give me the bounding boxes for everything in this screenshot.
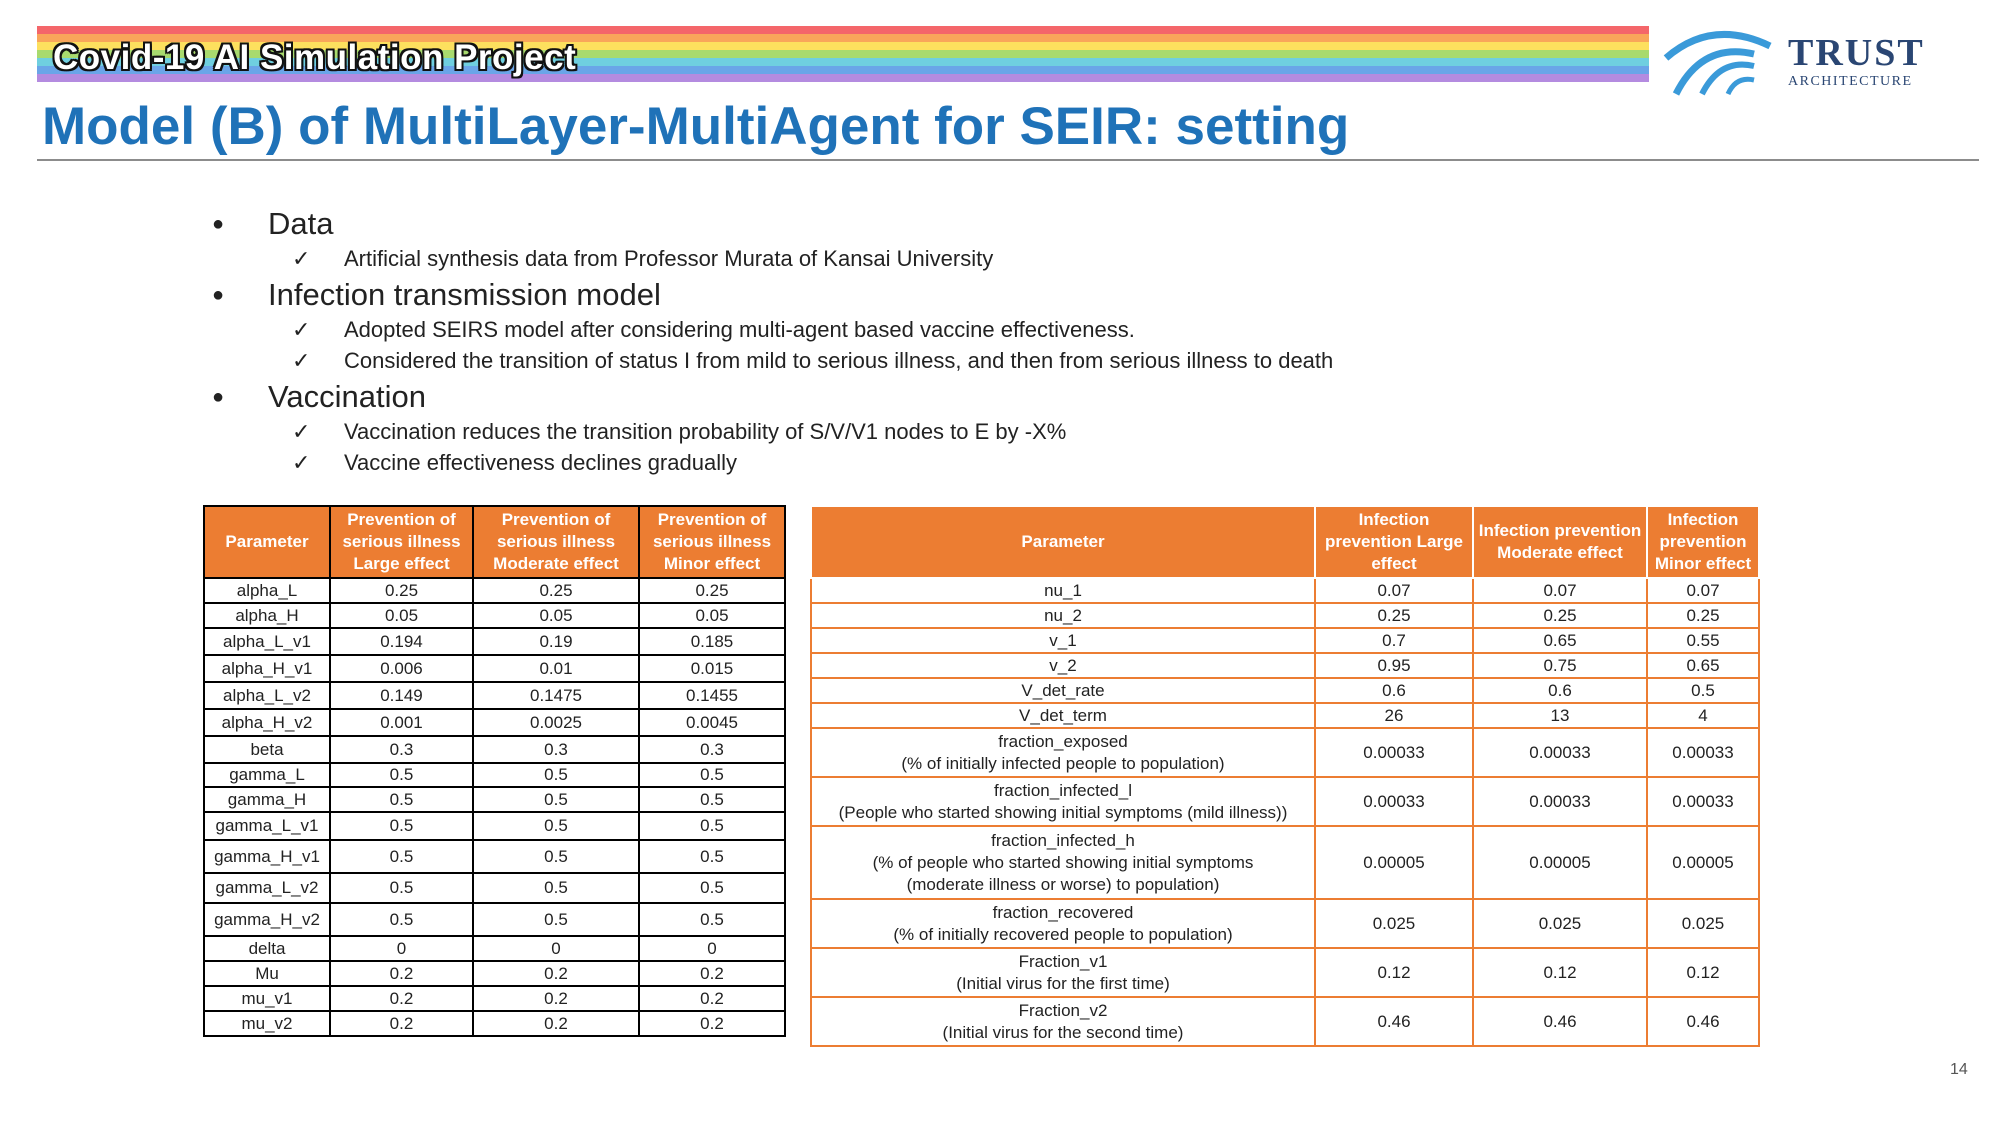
table-row bbox=[811, 603, 1759, 628]
bullet-heading bbox=[212, 378, 1333, 416]
value-cell: 0.95 bbox=[1315, 653, 1473, 678]
value-cell: 0.5 bbox=[330, 812, 473, 840]
value-cell: 0.00005 bbox=[1647, 826, 1759, 899]
value-cell: 0.25 bbox=[1315, 603, 1473, 628]
bullet-subitem-text: Vaccine effectiveness declines gradually bbox=[344, 450, 737, 475]
table-row bbox=[204, 936, 785, 961]
bullet-heading-text: Vaccination bbox=[268, 379, 426, 414]
table-row bbox=[204, 709, 785, 736]
table-row bbox=[204, 628, 785, 655]
value-cell: 0.00033 bbox=[1473, 728, 1647, 777]
value-cell: 0.025 bbox=[1647, 899, 1759, 948]
value-cell: 0.2 bbox=[330, 1011, 473, 1036]
bullet-list bbox=[212, 203, 1333, 478]
table-row bbox=[204, 840, 785, 873]
table-row bbox=[811, 578, 1759, 603]
value-cell: 0.149 bbox=[330, 682, 473, 709]
checkmark-icon: ✓ bbox=[292, 246, 311, 271]
value-cell: 4 bbox=[1647, 703, 1759, 728]
value-cell: 0 bbox=[473, 936, 639, 961]
table-row bbox=[811, 777, 1759, 826]
table-row bbox=[204, 787, 785, 812]
table-row bbox=[204, 1011, 785, 1036]
bullet-heading bbox=[212, 205, 1333, 243]
table-row bbox=[811, 899, 1759, 948]
value-cell: 0.5 bbox=[639, 873, 785, 903]
table-header-row bbox=[204, 506, 785, 578]
value-cell: 0.3 bbox=[473, 736, 639, 763]
table-row bbox=[204, 961, 785, 986]
bullet-heading bbox=[212, 276, 1333, 314]
value-cell: 0.01 bbox=[473, 655, 639, 682]
parameter-name-cell: v_1 bbox=[811, 628, 1315, 653]
table-row bbox=[204, 873, 785, 903]
table-row bbox=[204, 812, 785, 840]
value-cell: 0.2 bbox=[639, 1011, 785, 1036]
checkmark-icon: ✓ bbox=[292, 317, 311, 342]
parameter-name-cell: fraction_infected_h (% of people who started showing initial symptoms (moderate illness or worse) to population) bbox=[811, 826, 1315, 899]
value-cell: 0.5 bbox=[639, 840, 785, 873]
parameter-name-cell: fraction_infected_l (People who started showing initial symptoms (mild illness)) bbox=[811, 777, 1315, 826]
parameter-name-cell: gamma_H_v1 bbox=[204, 840, 330, 873]
value-cell: 0.00005 bbox=[1315, 826, 1473, 899]
logo-sub-text: ARCHITECTURE bbox=[1788, 74, 1913, 89]
stripe bbox=[37, 26, 1649, 34]
value-cell: 0.2 bbox=[473, 1011, 639, 1036]
value-cell: 0.1455 bbox=[639, 682, 785, 709]
checkmark-icon: ✓ bbox=[292, 348, 311, 373]
checkmark-icon: ✓ bbox=[292, 450, 311, 475]
value-cell: 0.5 bbox=[473, 787, 639, 812]
column-header: Parameter bbox=[811, 506, 1315, 578]
parameter-name-cell: alpha_H_v2 bbox=[204, 709, 330, 736]
value-cell: 0.5 bbox=[639, 812, 785, 840]
column-header: Infection prevention Minor effect bbox=[1647, 506, 1759, 578]
parameter-name-cell: gamma_L_v2 bbox=[204, 873, 330, 903]
parameter-name-cell: Mu bbox=[204, 961, 330, 986]
value-cell: 0.5 bbox=[473, 903, 639, 936]
parameter-name-cell: nu_1 bbox=[811, 578, 1315, 603]
parameter-name-cell: fraction_exposed (% of initially infected people to population) bbox=[811, 728, 1315, 777]
value-cell: 0.5 bbox=[473, 873, 639, 903]
value-cell: 0.07 bbox=[1315, 578, 1473, 603]
parameter-name-cell: alpha_H_v1 bbox=[204, 655, 330, 682]
value-cell: 0.25 bbox=[639, 578, 785, 603]
table-row bbox=[811, 997, 1759, 1046]
parameter-name-cell: alpha_L_v1 bbox=[204, 628, 330, 655]
parameter-name-cell: alpha_H bbox=[204, 603, 330, 628]
value-cell: 0.07 bbox=[1647, 578, 1759, 603]
column-header: Infection prevention Moderate effect bbox=[1473, 506, 1647, 578]
table-row bbox=[811, 948, 1759, 997]
parameter-name-cell: beta bbox=[204, 736, 330, 763]
value-cell: 0.46 bbox=[1315, 997, 1473, 1046]
table-row bbox=[811, 826, 1759, 899]
value-cell: 0.00033 bbox=[1647, 777, 1759, 826]
table-row bbox=[811, 703, 1759, 728]
value-cell: 0.015 bbox=[639, 655, 785, 682]
parameter-name-cell: gamma_H_v2 bbox=[204, 903, 330, 936]
value-cell: 0.3 bbox=[639, 736, 785, 763]
value-cell: 0.46 bbox=[1647, 997, 1759, 1046]
bullet-subitem bbox=[212, 243, 1333, 274]
value-cell: 0.00033 bbox=[1315, 777, 1473, 826]
bullet-subitem-text: Considered the transition of status I from mild to serious illness, and then from serious illness to death bbox=[344, 348, 1334, 373]
serious-illness-parameter-table bbox=[203, 505, 786, 1037]
logo-main-text: TRUST bbox=[1788, 32, 1925, 74]
parameter-name-cell: V_det_term bbox=[811, 703, 1315, 728]
column-header: Prevention of serious illness Large effect bbox=[330, 506, 473, 578]
value-cell: 0.46 bbox=[1473, 997, 1647, 1046]
bullet-subitem bbox=[212, 314, 1333, 345]
page-number: 14 bbox=[1950, 1061, 1968, 1078]
bullet-subitem-text: Vaccination reduces the transition probability of S/V/V1 nodes to E by -X% bbox=[344, 419, 1067, 444]
value-cell: 0.5 bbox=[473, 763, 639, 787]
table-row bbox=[204, 578, 785, 603]
column-header: Prevention of serious illness Minor effect bbox=[639, 506, 785, 578]
value-cell: 0.185 bbox=[639, 628, 785, 655]
bullet-subitem bbox=[212, 416, 1333, 447]
table-row bbox=[811, 678, 1759, 703]
value-cell: 0.12 bbox=[1315, 948, 1473, 997]
value-cell: 0.25 bbox=[1473, 603, 1647, 628]
value-cell: 0 bbox=[639, 936, 785, 961]
value-cell: 26 bbox=[1315, 703, 1473, 728]
logo-text bbox=[1788, 34, 1925, 90]
value-cell: 0.5 bbox=[639, 787, 785, 812]
table-row bbox=[204, 603, 785, 628]
table-row bbox=[811, 653, 1759, 678]
bullet-heading-text: Infection transmission model bbox=[268, 277, 661, 312]
table-row bbox=[204, 986, 785, 1011]
parameter-name-cell: delta bbox=[204, 936, 330, 961]
table-row bbox=[204, 736, 785, 763]
header-banner bbox=[37, 26, 1649, 90]
bullet-heading-text: Data bbox=[268, 206, 334, 241]
value-cell: 0.65 bbox=[1473, 628, 1647, 653]
table-row bbox=[204, 655, 785, 682]
infection-prevention-parameter-table bbox=[810, 505, 1760, 1047]
value-cell: 0.55 bbox=[1647, 628, 1759, 653]
parameter-name-cell: mu_v1 bbox=[204, 986, 330, 1011]
parameter-name-cell: mu_v2 bbox=[204, 1011, 330, 1036]
value-cell: 0.5 bbox=[473, 812, 639, 840]
parameter-name-cell: alpha_L bbox=[204, 578, 330, 603]
project-title: Covid-19 AI Simulation Project bbox=[53, 38, 577, 77]
bullet-dot-icon: ● bbox=[212, 284, 225, 306]
value-cell: 0.2 bbox=[330, 961, 473, 986]
bullet-subitem bbox=[212, 447, 1333, 478]
value-cell: 0.2 bbox=[330, 986, 473, 1011]
table-row bbox=[811, 728, 1759, 777]
bullet-dot-icon: ● bbox=[212, 386, 225, 408]
value-cell: 0 bbox=[330, 936, 473, 961]
parameter-name-cell: V_det_rate bbox=[811, 678, 1315, 703]
parameter-name-cell: Fraction_v1 (Initial virus for the first time) bbox=[811, 948, 1315, 997]
value-cell: 0.25 bbox=[473, 578, 639, 603]
value-cell: 0.6 bbox=[1315, 678, 1473, 703]
value-cell: 0.2 bbox=[639, 986, 785, 1011]
value-cell: 0.1475 bbox=[473, 682, 639, 709]
value-cell: 0.025 bbox=[1315, 899, 1473, 948]
value-cell: 0.6 bbox=[1473, 678, 1647, 703]
value-cell: 0.07 bbox=[1473, 578, 1647, 603]
parameter-name-cell: alpha_L_v2 bbox=[204, 682, 330, 709]
logo-arch-icon bbox=[1662, 24, 1777, 96]
table-row bbox=[811, 628, 1759, 653]
value-cell: 0.5 bbox=[330, 840, 473, 873]
title-divider bbox=[37, 159, 1979, 161]
value-cell: 0.5 bbox=[330, 903, 473, 936]
value-cell: 0.05 bbox=[473, 603, 639, 628]
value-cell: 0.5 bbox=[639, 763, 785, 787]
column-header: Prevention of serious illness Moderate effect bbox=[473, 506, 639, 578]
value-cell: 13 bbox=[1473, 703, 1647, 728]
value-cell: 0.00033 bbox=[1315, 728, 1473, 777]
value-cell: 0.5 bbox=[330, 763, 473, 787]
parameter-name-cell: fraction_recovered (% of initially recovered people to population) bbox=[811, 899, 1315, 948]
value-cell: 0.25 bbox=[330, 578, 473, 603]
checkmark-icon: ✓ bbox=[292, 419, 311, 444]
trust-architecture-logo bbox=[1662, 24, 1972, 96]
value-cell: 0.25 bbox=[1647, 603, 1759, 628]
value-cell: 0.3 bbox=[330, 736, 473, 763]
parameter-name-cell: v_2 bbox=[811, 653, 1315, 678]
value-cell: 0.2 bbox=[473, 961, 639, 986]
value-cell: 0.7 bbox=[1315, 628, 1473, 653]
bullet-subitem-text: Adopted SEIRS model after considering multi-agent based vaccine effectiveness. bbox=[344, 317, 1135, 342]
bullet-subitem bbox=[212, 345, 1333, 376]
column-header: Infection prevention Large effect bbox=[1315, 506, 1473, 578]
value-cell: 0.12 bbox=[1473, 948, 1647, 997]
value-cell: 0.00033 bbox=[1473, 777, 1647, 826]
table-row bbox=[204, 763, 785, 787]
value-cell: 0.5 bbox=[330, 873, 473, 903]
table-row bbox=[204, 682, 785, 709]
value-cell: 0.2 bbox=[473, 986, 639, 1011]
value-cell: 0.0045 bbox=[639, 709, 785, 736]
value-cell: 0.001 bbox=[330, 709, 473, 736]
value-cell: 0.5 bbox=[473, 840, 639, 873]
table-row bbox=[204, 903, 785, 936]
value-cell: 0.194 bbox=[330, 628, 473, 655]
column-header: Parameter bbox=[204, 506, 330, 578]
value-cell: 0.025 bbox=[1473, 899, 1647, 948]
bullet-subitem-text: Artificial synthesis data from Professor Murata of Kansai University bbox=[344, 246, 994, 271]
value-cell: 0.0025 bbox=[473, 709, 639, 736]
parameter-name-cell: gamma_L_v1 bbox=[204, 812, 330, 840]
table-header-row bbox=[811, 506, 1759, 578]
value-cell: 0.5 bbox=[639, 903, 785, 936]
parameter-name-cell: nu_2 bbox=[811, 603, 1315, 628]
value-cell: 0.65 bbox=[1647, 653, 1759, 678]
parameter-name-cell: Fraction_v2 (Initial virus for the second time) bbox=[811, 997, 1315, 1046]
value-cell: 0.00005 bbox=[1473, 826, 1647, 899]
value-cell: 0.006 bbox=[330, 655, 473, 682]
value-cell: 0.05 bbox=[639, 603, 785, 628]
value-cell: 0.19 bbox=[473, 628, 639, 655]
parameter-name-cell: gamma_L bbox=[204, 763, 330, 787]
value-cell: 0.2 bbox=[639, 961, 785, 986]
value-cell: 0.75 bbox=[1473, 653, 1647, 678]
parameter-name-cell: gamma_H bbox=[204, 787, 330, 812]
value-cell: 0.05 bbox=[330, 603, 473, 628]
value-cell: 0.5 bbox=[1647, 678, 1759, 703]
value-cell: 0.00033 bbox=[1647, 728, 1759, 777]
value-cell: 0.5 bbox=[330, 787, 473, 812]
bullet-dot-icon: ● bbox=[212, 213, 225, 235]
page-title: Model (B) of MultiLayer-MultiAgent for SEIR: setting bbox=[42, 97, 1350, 156]
value-cell: 0.12 bbox=[1647, 948, 1759, 997]
